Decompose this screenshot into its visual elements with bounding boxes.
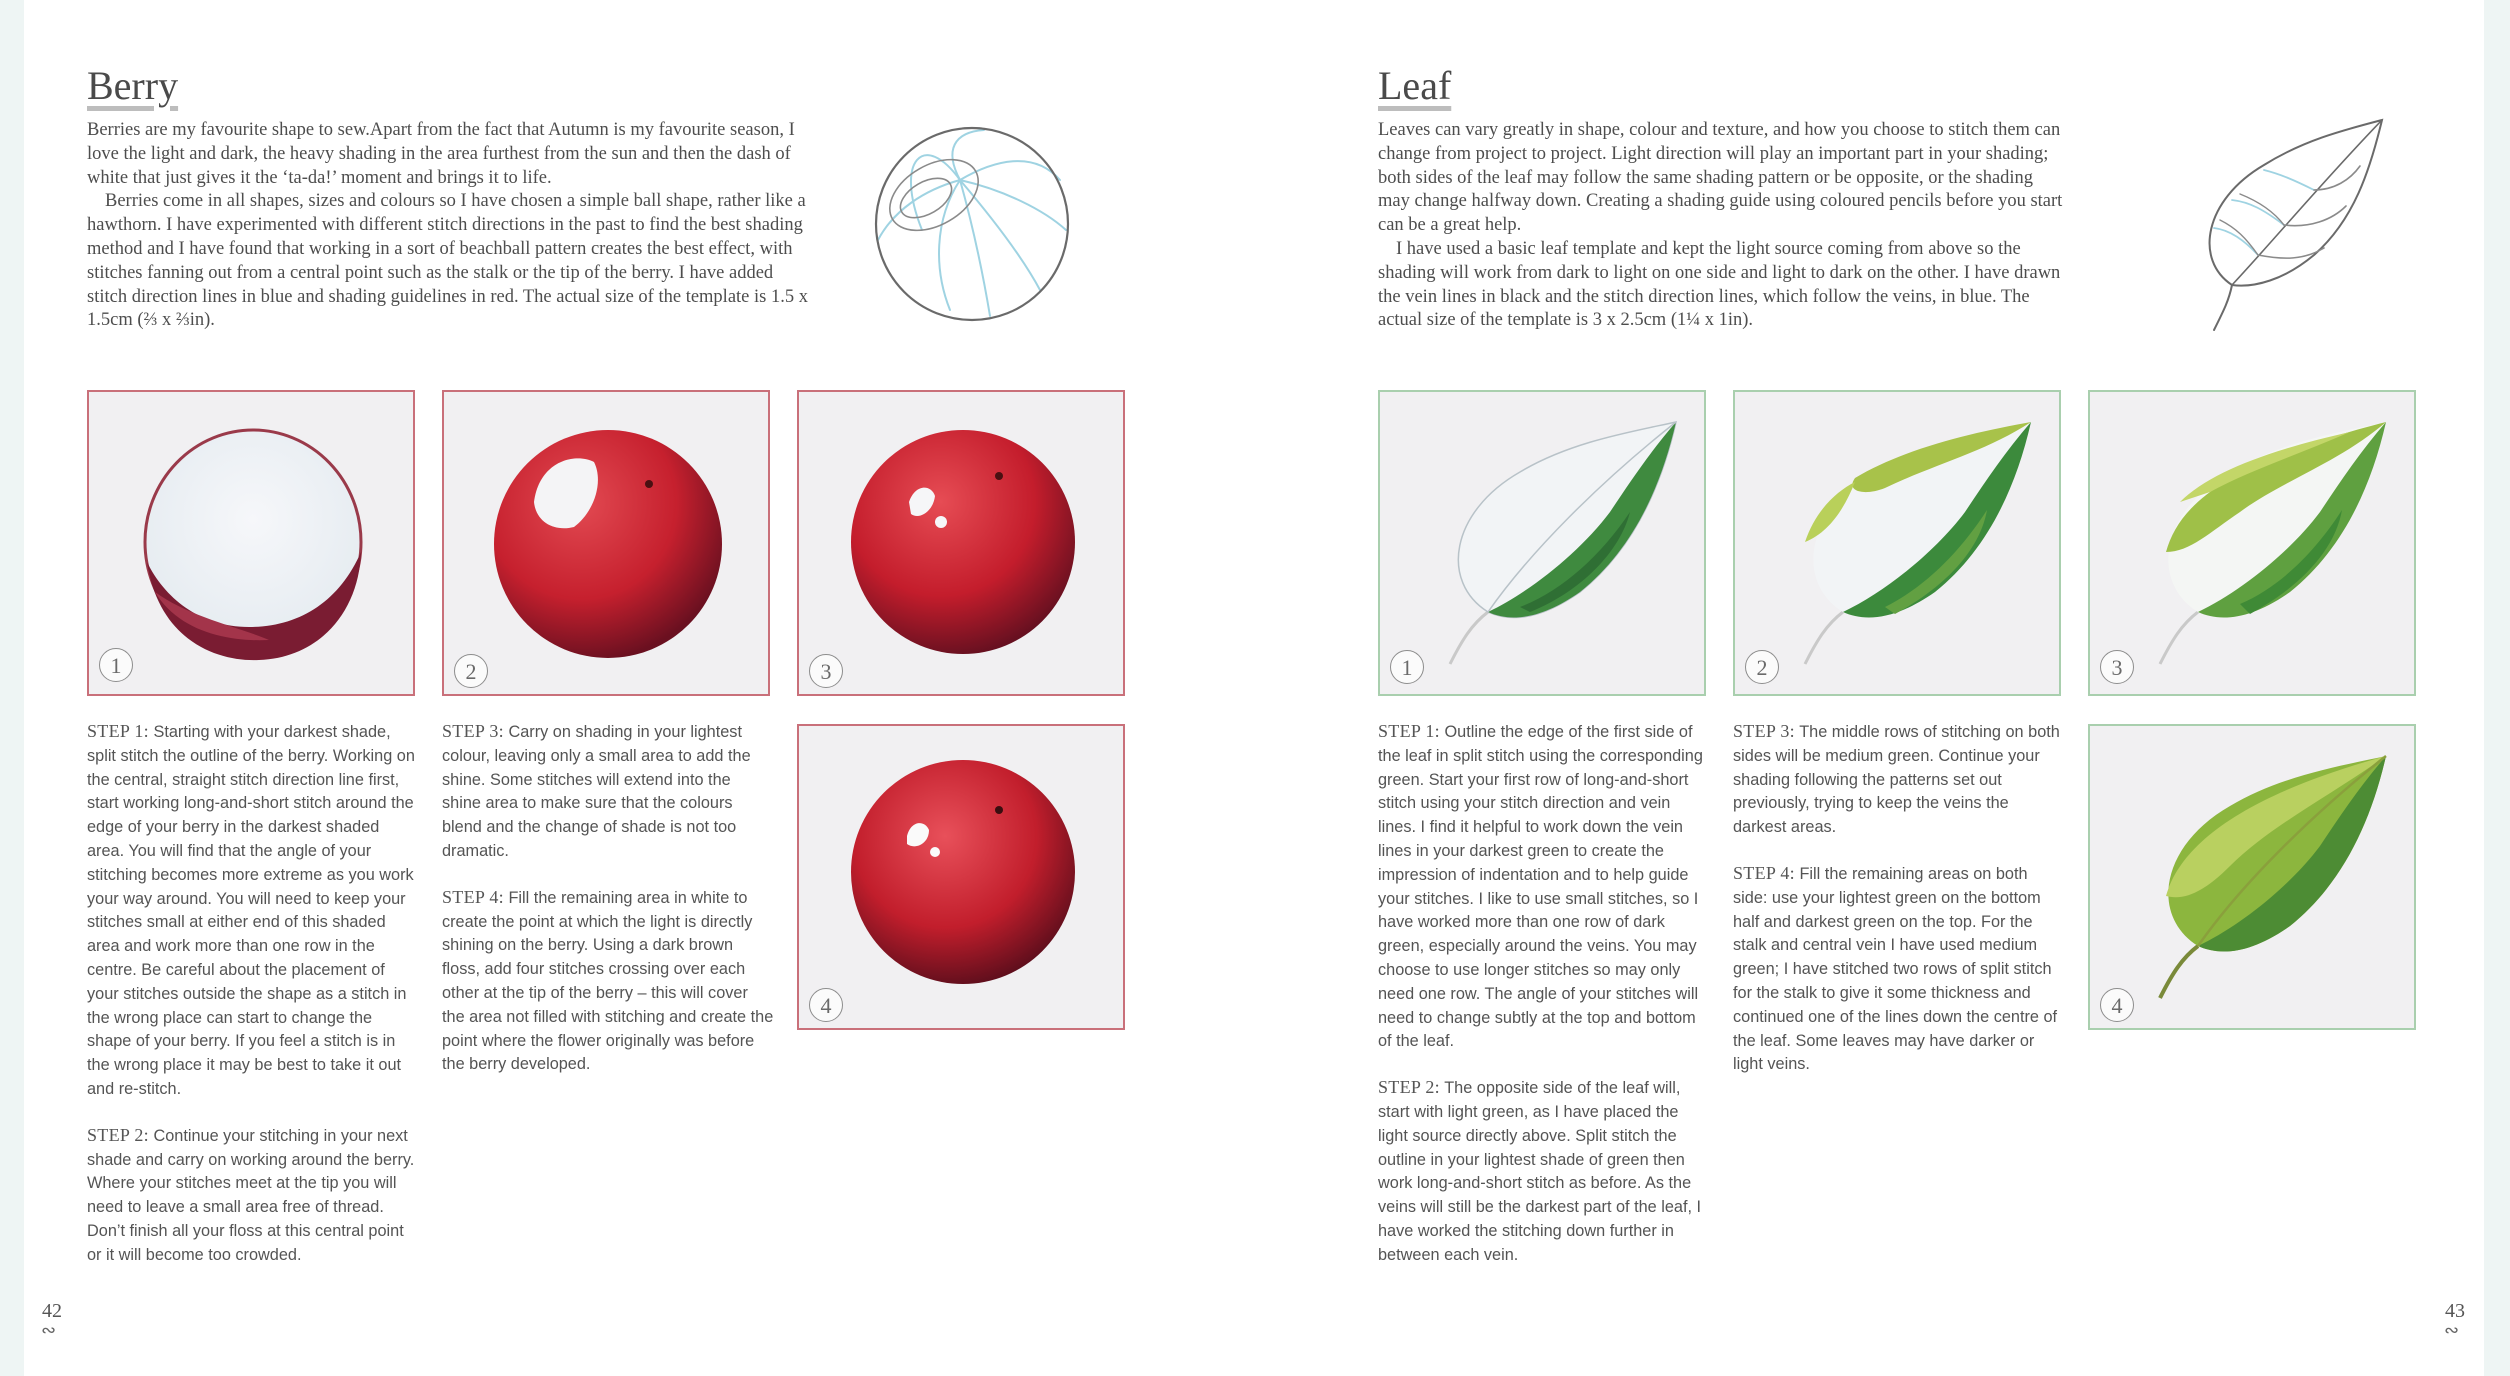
leaf-step-1 <box>1378 720 1710 1054</box>
leaf-step-3-text: The middle rows of stitching on both sides will be medium green. Continue your shading following the patterns set out previously, trying to keep the veins the darkest areas. <box>1733 723 2060 837</box>
berry-title: Berry <box>87 63 179 108</box>
leaf-intro-paragraph-2: I have used a basic leaf template and kept the light source coming from above so the shading will work from dark to light on one side and light to dark on the other. I have drawn the vein lines in black and the stitch direction lines, which follow the veins, in blue. The actual size of the template is 3 x 2.5cm (1¼ x 1in). <box>1378 238 2061 331</box>
leaf-step-2-photo <box>1733 390 2061 696</box>
leaf-step-3-label: STEP 3: <box>1733 721 1795 741</box>
berry-step-1-photo <box>87 390 415 696</box>
step-number-badge: 1 <box>99 648 133 682</box>
leaf-step-3 <box>1733 720 2065 840</box>
berry-step-2-label: STEP 2: <box>87 1124 149 1145</box>
berry-step-3-label: STEP 3: <box>442 721 504 741</box>
leaf-step-2-text: The opposite side of the leaf will, start with light green, as I have placed the light source directly above. Split stitch the outline in your lightest shade of green then work long-and-short stitch as before. As the veins will still be the darkest part of the leaf, I have worked the stitching down further in between each vein. <box>1378 1079 1702 1264</box>
step-number-badge: 2 <box>454 654 488 688</box>
flourish-icon: ∾ <box>2444 1320 2460 1340</box>
step-number-badge: 4 <box>2100 988 2134 1022</box>
berry-step-2-text: Continue your stitching in your next shade and carry on working around the berry. Where your stitches meet at the tip you will need to leave a small area free of thread. Don’t finish all your floss at this central point or it will become too crowded. <box>87 1126 415 1264</box>
leaf-steps-column-1 <box>1378 720 1710 1290</box>
berry-intro-paragraph-2: Berries come in all shapes, sizes and colours so I have chosen a simple ball shape, rather like a hawthorn. I have experimented with different stitch directions in the past to find the best shading method and I have found that working in a sort of beachball pattern creates the best effect, with stitches fanning out from a central point such as the stalk or the tip of the berry. I have added stitch direction lines in blue and shading guidelines in red. The actual size of the template is 1.5 x 1.5cm (⅔ x ⅔in). <box>87 191 808 331</box>
berry-step-3 <box>442 720 774 864</box>
berry-step-3-photo <box>797 390 1125 696</box>
page-right <box>1254 0 2484 1376</box>
step-number-badge: 3 <box>809 654 843 688</box>
leaf-step-1-label: STEP 1: <box>1378 721 1440 741</box>
berry-step-3-text: Carry on shading in your lightest colour, leaving only a small area to add the shine. Some stitches will extend into the shine area to make sure that the colours blend and the change of shade is not too dramatic. <box>442 723 751 860</box>
berry-step-2 <box>87 1124 419 1268</box>
leaf-step-2-label: STEP 2: <box>1378 1077 1440 1098</box>
berry-steps-column-1 <box>87 720 419 1290</box>
berry-step-4-text: Fill the remaining area in white to create the point at which the light is directly shining on the berry. Using a dark brown floss, add four stitches crossing over each other at the tip of the berry – this will cover the area not filled with stitching and create the point where the flower originally was before the berry developed. <box>442 888 774 1074</box>
leaf-steps-column-2 <box>1733 720 2065 1099</box>
berry-step-4-photo <box>797 724 1125 1030</box>
step-number-badge: 3 <box>2100 650 2134 684</box>
page-left <box>24 0 1254 1376</box>
berry-step-4-label: STEP 4: <box>442 886 504 907</box>
berry-step-1-label: STEP 1: <box>87 721 149 741</box>
berry-step-4 <box>442 886 774 1077</box>
berry-intro-paragraph-1: Berries are my favourite shape to sew.Apart from the fact that Autumn is my favourite season, I love the light and dark, the heavy shading in the area furthest from the sun and then the dash of white that just gives it the ‘ta-da!’ moment and brings it to life. <box>87 120 795 188</box>
berry-step-1 <box>87 720 419 1102</box>
leaf-intro <box>1378 119 2068 333</box>
berry-intro <box>87 119 815 333</box>
leaf-title: Leaf <box>1378 63 1452 108</box>
berry-step-2-photo <box>442 390 770 696</box>
leaf-step-2 <box>1378 1076 1710 1267</box>
page-number-right: 43 <box>2445 1300 2465 1322</box>
leaf-step-4-text: Fill the remaining areas on both side: use your lightest green on the bottom half and darkest green on the top. For the stalk and central vein I have used medium green; I have stitched two rows of split stitch for the stalk to give it some thickness and continued one of the lines down the centre of the leaf. Some leaves may have darker or light veins. <box>1733 864 2058 1074</box>
berry-step-1-text: Starting with your darkest shade, split stitch the outline of the berry. Working on the central, straight stitch direction line first, start working long-and-short stitch around the edge of your berry in the darkest shaded area. You will find that the angle of your stitching becomes more extreme as you work your way around. You will need to keep your stitches small at either end of this shaded area and work more than one row in the centre. Be careful about the placement of your stitches outside the shape as a stitch in the wrong place can start to change the shape of your berry. If you feel a stitch is in the wrong place it may be best to take it out and re-stitch. <box>87 723 415 1098</box>
page-number-left: 42 <box>42 1300 62 1322</box>
step-number-badge: 1 <box>1390 650 1424 684</box>
leaf-step-1-text: Outline the edge of the first side of the leaf in split stitch using the corresponding green. Start your first row of long-and-short stitch using your stitch direction and vein lines. I find it helpful to work down the vein lines in your darkest green to create the impression of indentation and to help guide your stitches. I like to use small stitches, so I have worked more than one row of dark green, especially around the veins. You may choose to use longer stitches so may only need one row. The angle of your stitches will need to change subtly at the top and bottom of the leaf. <box>1378 723 1703 1051</box>
leaf-step-1-photo <box>1378 390 1706 696</box>
step-number-badge: 2 <box>1745 650 1779 684</box>
leaf-template-sketch <box>2174 110 2394 340</box>
berry-steps-column-2 <box>442 720 774 1099</box>
leaf-step-4-label: STEP 4: <box>1733 862 1795 883</box>
leaf-intro-paragraph-1: Leaves can vary greatly in shape, colour and texture, and how you choose to stitch them can change from project to project. Light direction will play an important part in your shading; both sides of the leaf may follow the same shading pattern or be opposite, or the shading may change halfway down. Creating a shading guide using coloured pencils before you start can be a great help. <box>1378 120 2063 236</box>
step-number-badge: 4 <box>809 988 843 1022</box>
leaf-step-3-photo <box>2088 390 2416 696</box>
leaf-step-4 <box>1733 862 2065 1077</box>
flourish-icon: ∾ <box>41 1320 57 1340</box>
leaf-step-4-photo <box>2088 724 2416 1030</box>
berry-template-sketch <box>864 120 1084 330</box>
